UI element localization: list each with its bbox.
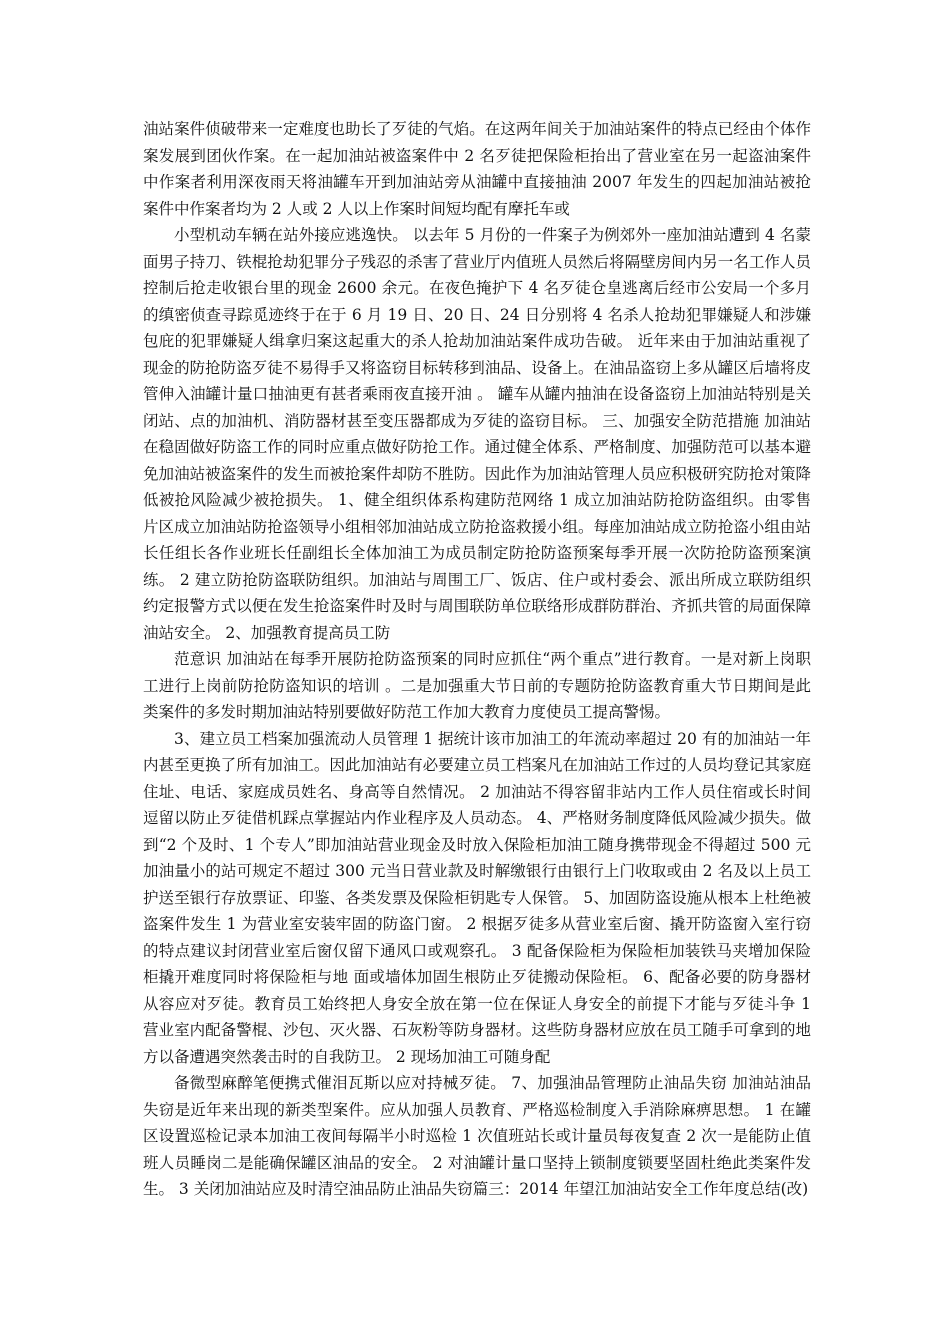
paragraph-2: 小型机动车辆在站外接应逃逸快。 以去年 5 月份的一件案子为例郊外一座加油站遭到 4 名蒙面男子持刀、铁棍抢劫犯罪分子残忍的杀害了营业厅内值班人员然后将隔壁房间内另一名工作人员控制后抢走收银台里的现金 2600 余元。在夜色掩护下 4 名歹徒仓皇逃离后经市公安局一个多月的缜密侦查寻踪觅迹终于在于 6 月 19 日、20 日、24 日分别将 4 名杀人抢劫犯罪嫌疑人和涉嫌包庇的犯罪嫌疑人缉拿归案这起重大的杀人抢劫加油站案件成功告破。 近年来由于加油站重视了现金的防抢防盗歹徒不易得手又将盗窃目标转移到油品、设备上。在油品盗窃上多从罐区后墙将皮管伸入油罐计量口抽油更有甚者乘雨夜直接开油 。 罐车从罐内抽油在设备盗窃上加油站特别是关闭站、点的加油机、消防器材甚至变压器都成为歹徒的盗窃目标。 三、加强安全防范措施 加油站在稳固做好防盗工作的同时应重点做好防抢工作。通过健全体系、严格制度、加强防范可以基本避免加油站被盗案件的发生而被抢案件却防不胜防。因此作为加油站管理人员应积极研究防抢对策降低被抢风险减少被抢损失。 1、健全组织体系构建防范网络 1 成立加油站防抢防盗组织。由零售片区成立加油站防抢盗领导小组相邻加油站成立防抢盗救援小组。每座加油站成立防抢盗小组由站长任组长各作业班长任副组长全体加油工为成员制定防抢防盗预案每季开展一次防抢防盗预案演练。 2 建立防抢防盗联防组织。加油站与周围工厂、饭店、住户或村委会、派出所成立联防组织约定报警方式以便在发生抢盗案件时及时与周围联防单位联络形成群防群治、齐抓共管的局面保障油站安全。 2、加强教育提高员工防 [143,226,811,642]
paragraph-5: 备微型麻醉笔便携式催泪瓦斯以应对持械歹徒。 7、加强油品管理防止油品失窃 加油站油品失窃是近年来出现的新类型案件。应从加强人员教育、严格巡检制度入手消除麻痹思想。 1 在罐区设置巡检记录本加油工夜间每隔半小时巡检 1 次值班站长或计量员每夜复查 2 次一是能防止值班人员睡岗二是能确保罐区油品的安全。 2 对油罐计量口坚持上锁制度锁要坚固杜绝此类案件发生。 3 关闭加油站应及时清空油品防止油品失窃篇三：2014 年望江加油站安全工作年度总结(改) [143,1074,811,1198]
document-body [143,116,811,1203]
paragraph-4: 3、建立员工档案加强流动人员管理 1 据统计该市加油工的年流动率超过 20 有的加油站一年内甚至更换了所有加油工。因此加油站有必要建立员工档案凡在加油站工作过的人员均登记其家庭住址、电话、家庭成员姓名、身高等自然情况。 2 加油站不得容留非站内工作人员住宿或长时间逗留以防止歹徒借机踩点掌握站内作业程序及人员动态。 4、严格财务制度降低风险减少损失。做到“2 个及时、1 个专人”即加油站营业现金及时放入保险柜加油工随身携带现金不得超过 500 元加油量小的站可规定不超过 300 元当日营业款及时解缴银行由银行上门收取或由 2 名及以上员工护送至银行存放票证、印鉴、各类发票及保险柜钥匙专人保管。 5、加固防盗设施从根本上杜绝被盗案件发生 1 为营业室安装牢固的防盗门窗。 2 根据歹徒多从营业室后窗、撬开防盗窗入室行窃的特点建议封闭营业室后窗仅留下通风口或观察孔。 3 配备保险柜为保险柜加装铁马夹增加保险柜撬开难度同时将保险柜与地 面或墙体加固生根防止歹徒搬动保险柜。 6、配备必要的防身器材从容应对歹徒。教育员工始终把人身安全放在第一位在保证人身安全的前提下才能与歹徒斗争 1 营业室内配备警棍、沙包、灭火器、石灰粉等防身器材。这些防身器材应放在员工随手可拿到的地方以备遭遇突然袭击时的自我防卫。 2 现场加油工可随身配 [143,729,811,1066]
paragraph-1: 油站案件侦破带来一定难度也助长了歹徒的气焰。在这两年间关于加油站案件的特点已经由个体作案发展到团伙作案。在一起加油站被盗案件中 2 名歹徒把保险柜抬出了营业室在另一起盗油案件中作案者利用深夜雨天将油罐车开到加油站旁从油罐中直接抽油 2007 年发生的四起加油站被抢案件中作案者均为 2 人或 2 人以上作案时间短均配有摩托车或 [143,120,811,218]
paragraph-3: 范意识 加油站在每季开展防抢防盗预案的同时应抓住“两个重点”进行教育。一是对新上岗职工进行上岗前防抢防盗知识的培训 。二是加强重大节日前的专题防抢防盗教育重大节日期间是此类案件的多发时期加油站特别要做好防范工作加大教育力度使员工提高警惕。 [143,650,811,721]
